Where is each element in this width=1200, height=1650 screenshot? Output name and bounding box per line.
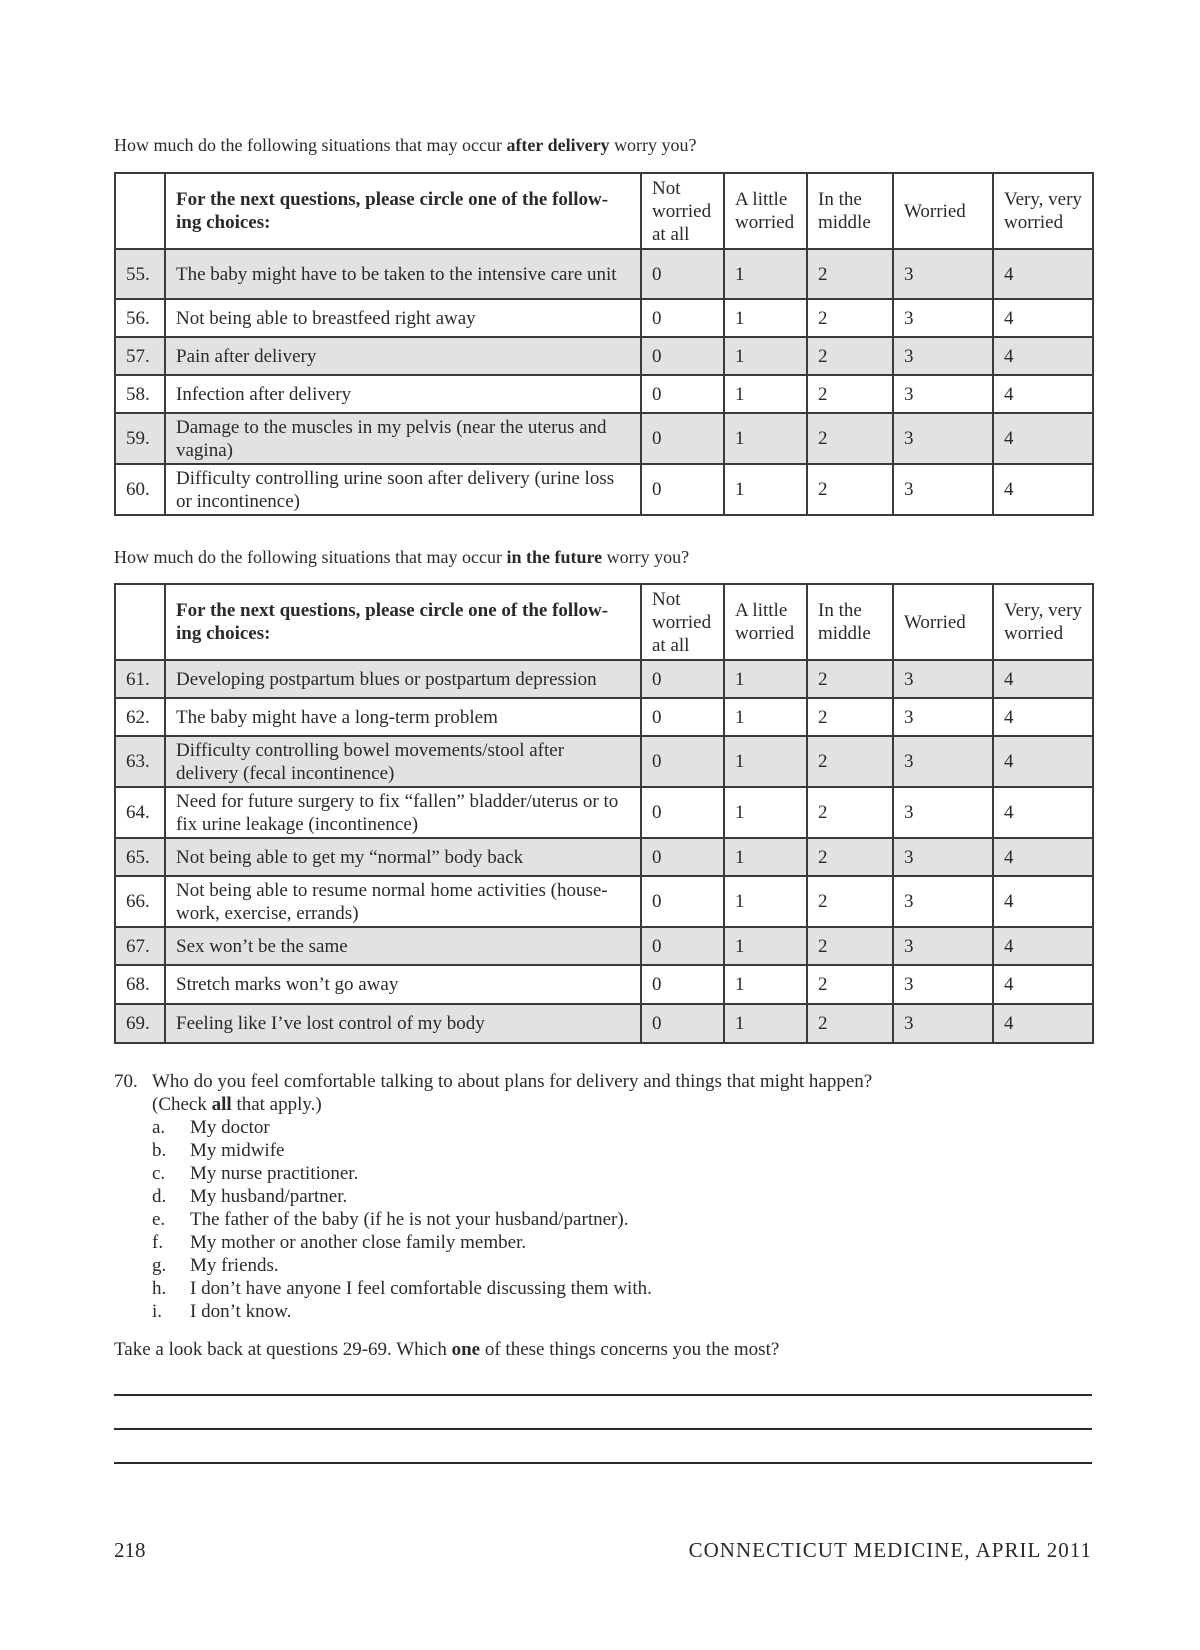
question-number: 55. [115, 249, 165, 299]
choice-4[interactable]: 4 [993, 660, 1093, 698]
header-num-cell [115, 584, 165, 660]
instruction-text: (Check [152, 1094, 212, 1115]
choice-3[interactable]: 3 [893, 736, 993, 787]
table-row [115, 375, 1093, 413]
choice-1[interactable]: 1 [724, 787, 807, 838]
header-not-worried: Not worried at all [641, 173, 724, 249]
question-number: 60. [115, 464, 165, 515]
choice-0[interactable]: 0 [641, 375, 724, 413]
option-letter: b. [152, 1140, 167, 1161]
choice-0[interactable]: 0 [641, 660, 724, 698]
instruction-bold: all [211, 1094, 232, 1115]
option-letter: c. [152, 1163, 166, 1184]
choice-3[interactable]: 3 [893, 337, 993, 375]
choice-0[interactable]: 0 [641, 413, 724, 464]
question-text: The baby might have a long-term problem [165, 698, 641, 736]
question-text: Feeling like I’ve lost control of my body [165, 1004, 641, 1043]
choice-1[interactable]: 1 [724, 838, 807, 876]
option-letter: e. [152, 1209, 166, 1230]
section1-intro-tail: worry you? [609, 135, 697, 155]
choice-4[interactable]: 4 [993, 249, 1093, 299]
question-number: 61. [115, 660, 165, 698]
table-row [115, 660, 1093, 698]
choice-1[interactable]: 1 [724, 413, 807, 464]
choice-1[interactable]: 1 [724, 464, 807, 515]
choice-3[interactable]: 3 [893, 249, 993, 299]
option-letter: i. [152, 1301, 163, 1322]
header-title: For the next questions, please circle one of the follow-ing choices: [165, 584, 641, 660]
section2-intro-text: How much do the following situations that may occur [114, 547, 507, 567]
choice-4[interactable]: 4 [993, 838, 1093, 876]
choice-4[interactable]: 4 [993, 736, 1093, 787]
question-text: Not being able to get my “normal” body back [165, 838, 641, 876]
choice-1[interactable]: 1 [724, 337, 807, 375]
choice-1[interactable]: 1 [724, 249, 807, 299]
choice-2[interactable]: 2 [807, 838, 893, 876]
future-table [114, 583, 1094, 1044]
question-number: 59. [115, 413, 165, 464]
option-letter: g. [152, 1255, 167, 1276]
option-letter: h. [152, 1278, 167, 1299]
lookback-question [114, 1338, 779, 1361]
choice-1[interactable]: 1 [724, 375, 807, 413]
option-i[interactable] [152, 1300, 872, 1323]
header-worried: Worried [893, 584, 993, 660]
question-text: Damage to the muscles in my pelvis (near the uterus and vagina) [165, 413, 641, 464]
choice-0[interactable]: 0 [641, 1004, 724, 1043]
question-number: 57. [115, 337, 165, 375]
choice-2[interactable]: 2 [807, 698, 893, 736]
question-text: Not being able to breastfeed right away [165, 299, 641, 337]
choice-4[interactable]: 4 [993, 375, 1093, 413]
question-text: Difficulty controlling urine soon after delivery (urine loss or incontinence) [165, 464, 641, 515]
choice-0[interactable]: 0 [641, 299, 724, 337]
question-number: 68. [115, 965, 165, 1004]
choice-3[interactable]: 3 [893, 375, 993, 413]
option-b[interactable] [152, 1139, 872, 1162]
choice-1[interactable]: 1 [724, 299, 807, 337]
after-delivery-table [114, 172, 1094, 516]
instruction-tail: that apply.) [231, 1094, 322, 1115]
lookback-tail: of these things concerns you the most? [480, 1339, 780, 1360]
question-number: 62. [115, 698, 165, 736]
option-text: My midwife [190, 1140, 285, 1161]
option-letter: a. [152, 1117, 166, 1138]
option-text: The father of the baby (if he is not your husband/partner). [190, 1209, 629, 1230]
question-70-instruction [152, 1093, 872, 1116]
choice-0[interactable]: 0 [641, 337, 724, 375]
answer-line-3[interactable] [114, 1462, 1092, 1464]
choice-3[interactable]: 3 [893, 787, 993, 838]
choice-0[interactable]: 0 [641, 698, 724, 736]
header-worried: Worried [893, 173, 993, 249]
option-letter: d. [152, 1186, 167, 1207]
option-text: I don’t have anyone I feel comfortable discussing them with. [190, 1278, 652, 1299]
choice-0[interactable]: 0 [641, 464, 724, 515]
choice-2[interactable]: 2 [807, 927, 893, 965]
header-not-worried: Not worried at all [641, 584, 724, 660]
question-text: Stretch marks won’t go away [165, 965, 641, 1004]
header-num-cell [115, 173, 165, 249]
question-number: 66. [115, 876, 165, 927]
choice-4[interactable]: 4 [993, 413, 1093, 464]
option-h[interactable] [152, 1277, 872, 1300]
table-row [115, 965, 1093, 1004]
choice-3[interactable]: 3 [893, 838, 993, 876]
choice-1[interactable]: 1 [724, 736, 807, 787]
table-row [115, 876, 1093, 927]
section1-intro-text: How much do the following situations that may occur [114, 135, 507, 155]
option-letter: f. [152, 1232, 164, 1253]
choice-4[interactable]: 4 [993, 299, 1093, 337]
choice-3[interactable]: 3 [893, 965, 993, 1004]
table-row [115, 413, 1093, 464]
table-row [115, 927, 1093, 965]
choice-3[interactable]: 3 [893, 927, 993, 965]
choice-1[interactable]: 1 [724, 698, 807, 736]
table-row [115, 736, 1093, 787]
answer-line-2[interactable] [114, 1428, 1092, 1430]
table-row [115, 1004, 1093, 1043]
choice-1[interactable]: 1 [724, 660, 807, 698]
choice-2[interactable]: 2 [807, 965, 893, 1004]
choice-0[interactable]: 0 [641, 876, 724, 927]
table-row [115, 337, 1093, 375]
question-70 [114, 1070, 872, 1323]
choice-4[interactable]: 4 [993, 927, 1093, 965]
choice-4[interactable]: 4 [993, 337, 1093, 375]
choice-4[interactable]: 4 [993, 1004, 1093, 1043]
question-70-line [114, 1070, 872, 1093]
choice-2[interactable]: 2 [807, 787, 893, 838]
table-row [115, 698, 1093, 736]
choice-2[interactable]: 2 [807, 736, 893, 787]
question-text: Not being able to resume normal home activities (house-work, exercise, errands) [165, 876, 641, 927]
choice-4[interactable]: 4 [993, 965, 1093, 1004]
question-number: 65. [115, 838, 165, 876]
choice-1[interactable]: 1 [724, 965, 807, 1004]
choice-1[interactable]: 1 [724, 876, 807, 927]
question-70-number: 70. [114, 1071, 138, 1092]
option-c[interactable] [152, 1162, 872, 1185]
question-70-options [152, 1093, 872, 1323]
choice-0[interactable]: 0 [641, 838, 724, 876]
option-a[interactable] [152, 1116, 872, 1139]
choice-1[interactable]: 1 [724, 1004, 807, 1043]
table-row [115, 464, 1093, 515]
table-row [115, 838, 1093, 876]
choice-4[interactable]: 4 [993, 464, 1093, 515]
header-in-the-middle: In the middle [807, 584, 893, 660]
table-header-row [115, 173, 1093, 249]
choice-2[interactable]: 2 [807, 337, 893, 375]
choice-4[interactable]: 4 [993, 787, 1093, 838]
question-number: 56. [115, 299, 165, 337]
page-number: 218 [114, 1538, 146, 1562]
lookback-bold: one [451, 1339, 481, 1360]
option-text: I don’t know. [190, 1301, 292, 1322]
question-text: Developing postpartum blues or postpartum depression [165, 660, 641, 698]
choice-2[interactable]: 2 [807, 413, 893, 464]
choice-3[interactable]: 3 [893, 876, 993, 927]
answer-line-1[interactable] [114, 1394, 1092, 1396]
choice-1[interactable]: 1 [724, 927, 807, 965]
choice-3[interactable]: 3 [893, 660, 993, 698]
header-title: For the next questions, please circle one of the follow-ing choices: [165, 173, 641, 249]
section2-intro [114, 546, 689, 568]
header-a-little-worried: A little worried [724, 584, 807, 660]
choice-4[interactable]: 4 [993, 876, 1093, 927]
table-header-row [115, 584, 1093, 660]
option-f[interactable] [152, 1231, 872, 1254]
header-very-worried: Very, very worried [993, 584, 1093, 660]
option-text: My mother or another close family member. [190, 1232, 527, 1253]
question-text: Sex won’t be the same [165, 927, 641, 965]
question-text: Need for future surgery to fix “fallen” bladder/uterus or to fix urine leakage (incontinence) [165, 787, 641, 838]
question-number: 69. [115, 1004, 165, 1043]
lookback-text: Take a look back at questions 29-69. Which [114, 1339, 452, 1360]
question-text: Difficulty controlling bowel movements/stool after delivery (fecal incontinence) [165, 736, 641, 787]
choice-3[interactable]: 3 [893, 698, 993, 736]
choice-3[interactable]: 3 [893, 413, 993, 464]
question-number: 64. [115, 787, 165, 838]
choice-3[interactable]: 3 [893, 464, 993, 515]
choice-0[interactable]: 0 [641, 787, 724, 838]
choice-0[interactable]: 0 [641, 249, 724, 299]
question-number: 63. [115, 736, 165, 787]
choice-0[interactable]: 0 [641, 965, 724, 1004]
question-text: Pain after delivery [165, 337, 641, 375]
journal-footer: CONNECTICUT MEDICINE, APRIL 2011 [688, 1538, 1092, 1562]
header-a-little-worried: A little worried [724, 173, 807, 249]
section2-intro-tail: worry you? [602, 547, 690, 567]
choice-2[interactable]: 2 [807, 660, 893, 698]
choice-0[interactable]: 0 [641, 927, 724, 965]
section1-intro [114, 134, 697, 156]
choice-2[interactable]: 2 [807, 249, 893, 299]
option-text: My husband/partner. [190, 1186, 348, 1207]
section2-intro-bold: in the future [506, 547, 603, 567]
header-in-the-middle: In the middle [807, 173, 893, 249]
option-d[interactable] [152, 1185, 872, 1208]
question-70-text: Who do you feel comfortable talking to about plans for delivery and things that might happen? [152, 1071, 873, 1092]
table-row [115, 787, 1093, 838]
choice-3[interactable]: 3 [893, 299, 993, 337]
choice-2[interactable]: 2 [807, 299, 893, 337]
choice-2[interactable]: 2 [807, 876, 893, 927]
table-row [115, 249, 1093, 299]
option-g[interactable] [152, 1254, 872, 1277]
choice-0[interactable]: 0 [641, 736, 724, 787]
choice-4[interactable]: 4 [993, 698, 1093, 736]
choice-2[interactable]: 2 [807, 464, 893, 515]
table-row [115, 299, 1093, 337]
question-number: 58. [115, 375, 165, 413]
question-text: Infection after delivery [165, 375, 641, 413]
question-number: 67. [115, 927, 165, 965]
header-very-worried: Very, very worried [993, 173, 1093, 249]
option-text: My friends. [190, 1255, 279, 1276]
option-e[interactable] [152, 1208, 872, 1231]
choice-2[interactable]: 2 [807, 375, 893, 413]
section1-intro-bold: after delivery [506, 135, 610, 155]
option-text: My nurse practitioner. [190, 1163, 359, 1184]
choice-2[interactable]: 2 [807, 1004, 893, 1043]
choice-3[interactable]: 3 [893, 1004, 993, 1043]
option-text: My doctor [190, 1117, 270, 1138]
question-text: The baby might have to be taken to the intensive care unit [165, 249, 641, 299]
